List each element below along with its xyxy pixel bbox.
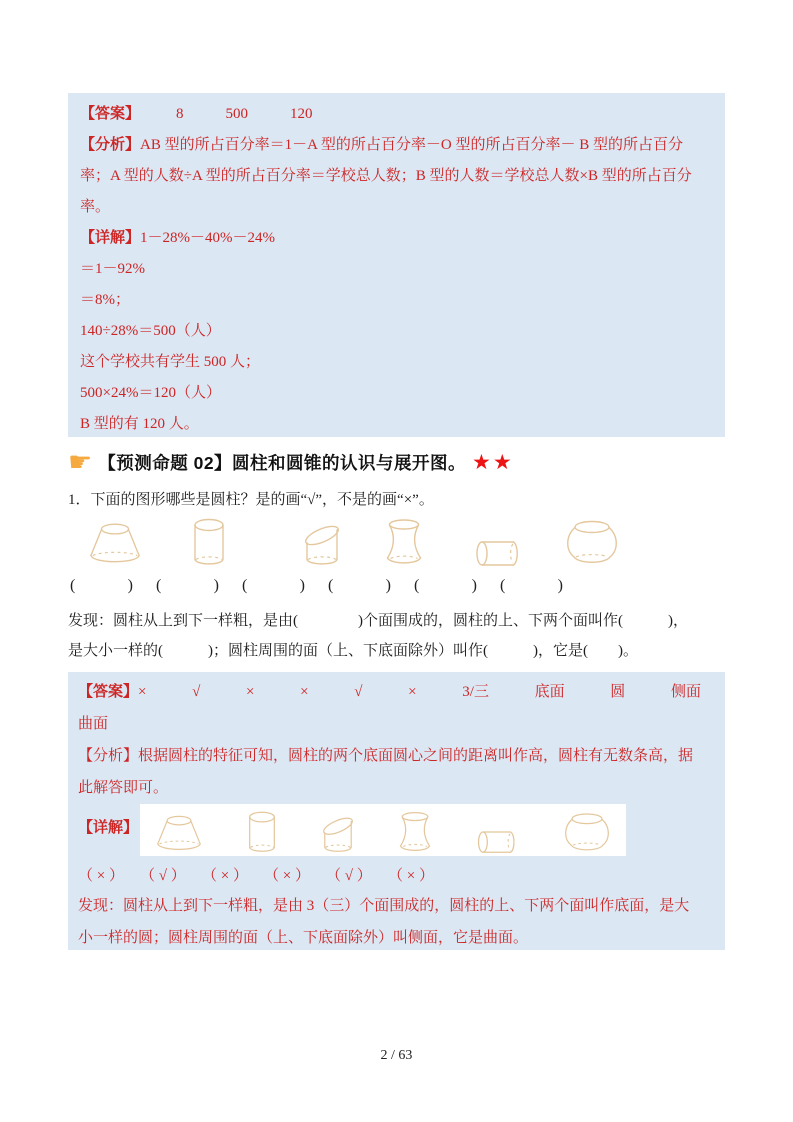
analysis-line: 【分析】AB 型的所占百分率＝1－A 型的所占百分率－O 型的所占百分率－ B 型的所占百分: [80, 137, 683, 153]
conclusion-line: 小一样的圆；圆柱周围的面（上、下底面除外）叫侧面，它是曲面。: [78, 930, 529, 946]
truncated-cone-figure: [155, 814, 203, 854]
answer-item: ×: [408, 684, 417, 700]
detail-figures-strip: [140, 804, 626, 856]
fill-in-line: 发现：圆柱从上到下一样粗，是由( )个面围成的，圆柱的上、下两个面叫作( )，: [68, 613, 688, 629]
horizontal-cylinder-figure: [476, 830, 516, 854]
page-number: 2 / 63: [380, 1048, 413, 1063]
detail-line: 这个学校共有学生 500 人；: [80, 354, 261, 370]
pointing-hand-icon: ☛: [68, 446, 93, 478]
answer-line: [78, 676, 715, 708]
analysis-line: 率。: [80, 199, 111, 215]
answer-value: 8: [176, 106, 184, 122]
detail-line: 500×24%＝120（人）: [80, 385, 221, 401]
cylinder-figure: [193, 518, 225, 567]
spool-hourglass-figure: [399, 812, 431, 854]
section-title: 【预测命题 02】圆柱和圆锥的认识与展开图。: [98, 452, 467, 473]
blank-paren: ( ): [242, 577, 305, 594]
answer-value: 500: [225, 106, 249, 122]
answer-item: √: [354, 684, 363, 700]
difficulty-stars-icon: ★★: [472, 450, 514, 474]
analysis-line: 率；A 型的人数÷A 型的所占百分率＝学校总人数；B 型的人数＝学校总人数×B 型的所占百分: [80, 168, 692, 184]
analysis-line: 此解答即可。: [78, 780, 169, 796]
detail-line: 【详解】1－28%－40%－24%: [80, 230, 276, 246]
horizontal-cylinder-figure: [475, 540, 521, 567]
verdict-mark: （ × ）: [388, 868, 434, 884]
section-header: [68, 446, 725, 478]
detail-figures-row: [78, 804, 715, 860]
blank-paren: ( ): [156, 577, 219, 594]
answer-box-cylinder: [68, 672, 725, 950]
conclusion-line: 发现：圆柱从上到下一样粗，是由 3（三）个面围成的，圆柱的上、下两个面叫作底面，是大: [78, 898, 690, 914]
detail-line: 140÷28%＝500（人）: [80, 323, 221, 339]
round-jar-figure: [565, 519, 619, 567]
cylinder-figure: [248, 811, 276, 854]
oblique-cut-cylinder-figure: [303, 516, 341, 567]
answer-item: ×: [138, 684, 147, 700]
answer-item: ×: [300, 684, 309, 700]
verdict-mark: （ √ ）: [140, 868, 186, 884]
verdict-mark: （ × ）: [264, 868, 310, 884]
answer-overflow: 曲面: [78, 716, 109, 732]
round-jar-figure: [563, 812, 611, 854]
blank-paren: ( ): [70, 577, 133, 594]
spool-hourglass-figure: [386, 519, 422, 567]
detail-label: 【详解】: [78, 820, 139, 836]
answer-box-blood-type: [68, 93, 725, 437]
blank-paren: ( ): [500, 577, 563, 594]
blank-paren: ( ): [414, 577, 477, 594]
truncated-cone-figure: [88, 521, 142, 567]
fill-in-line: 是大小一样的( )；圆柱周围的面（上、下底面除外）叫作( )，它是( )。: [68, 643, 638, 659]
answer-item: √: [192, 684, 201, 700]
answer-item: 底面: [534, 684, 565, 700]
question-figures: [68, 513, 725, 569]
blank-paren: ( ): [328, 577, 391, 594]
verdict-mark: （ √ ）: [326, 868, 372, 884]
detail-line: ＝8%；: [80, 292, 130, 308]
answer-item: 3/三: [462, 684, 489, 700]
analysis-line: 【分析】根据圆柱的特征可知，圆柱的两个底面圆心之间的距离叫作高，圆柱有无数条高，据: [78, 748, 694, 764]
verdict-mark: （ × ）: [202, 868, 248, 884]
answer-item: ×: [246, 684, 255, 700]
oblique-cut-cylinder-figure: [321, 809, 354, 854]
verdict-mark: （ × ）: [78, 868, 124, 884]
answer-line: [80, 99, 713, 130]
answer-item: 圆: [610, 684, 626, 700]
verdict-marks-row: [78, 862, 715, 890]
answer-label: 【答案】: [80, 106, 141, 122]
answer-value: 120: [290, 106, 313, 122]
blank-answer-parens: [70, 577, 563, 595]
detail-line: B 型的有 120 人。: [80, 416, 199, 432]
answer-label: 【答案】: [78, 684, 139, 700]
answer-item: 侧面: [670, 684, 701, 700]
question-text: 1．下面的图形哪些是圆柱？是的画“√”，不是的画“×”。: [68, 492, 434, 508]
detail-line: ＝1－92%: [80, 261, 145, 277]
